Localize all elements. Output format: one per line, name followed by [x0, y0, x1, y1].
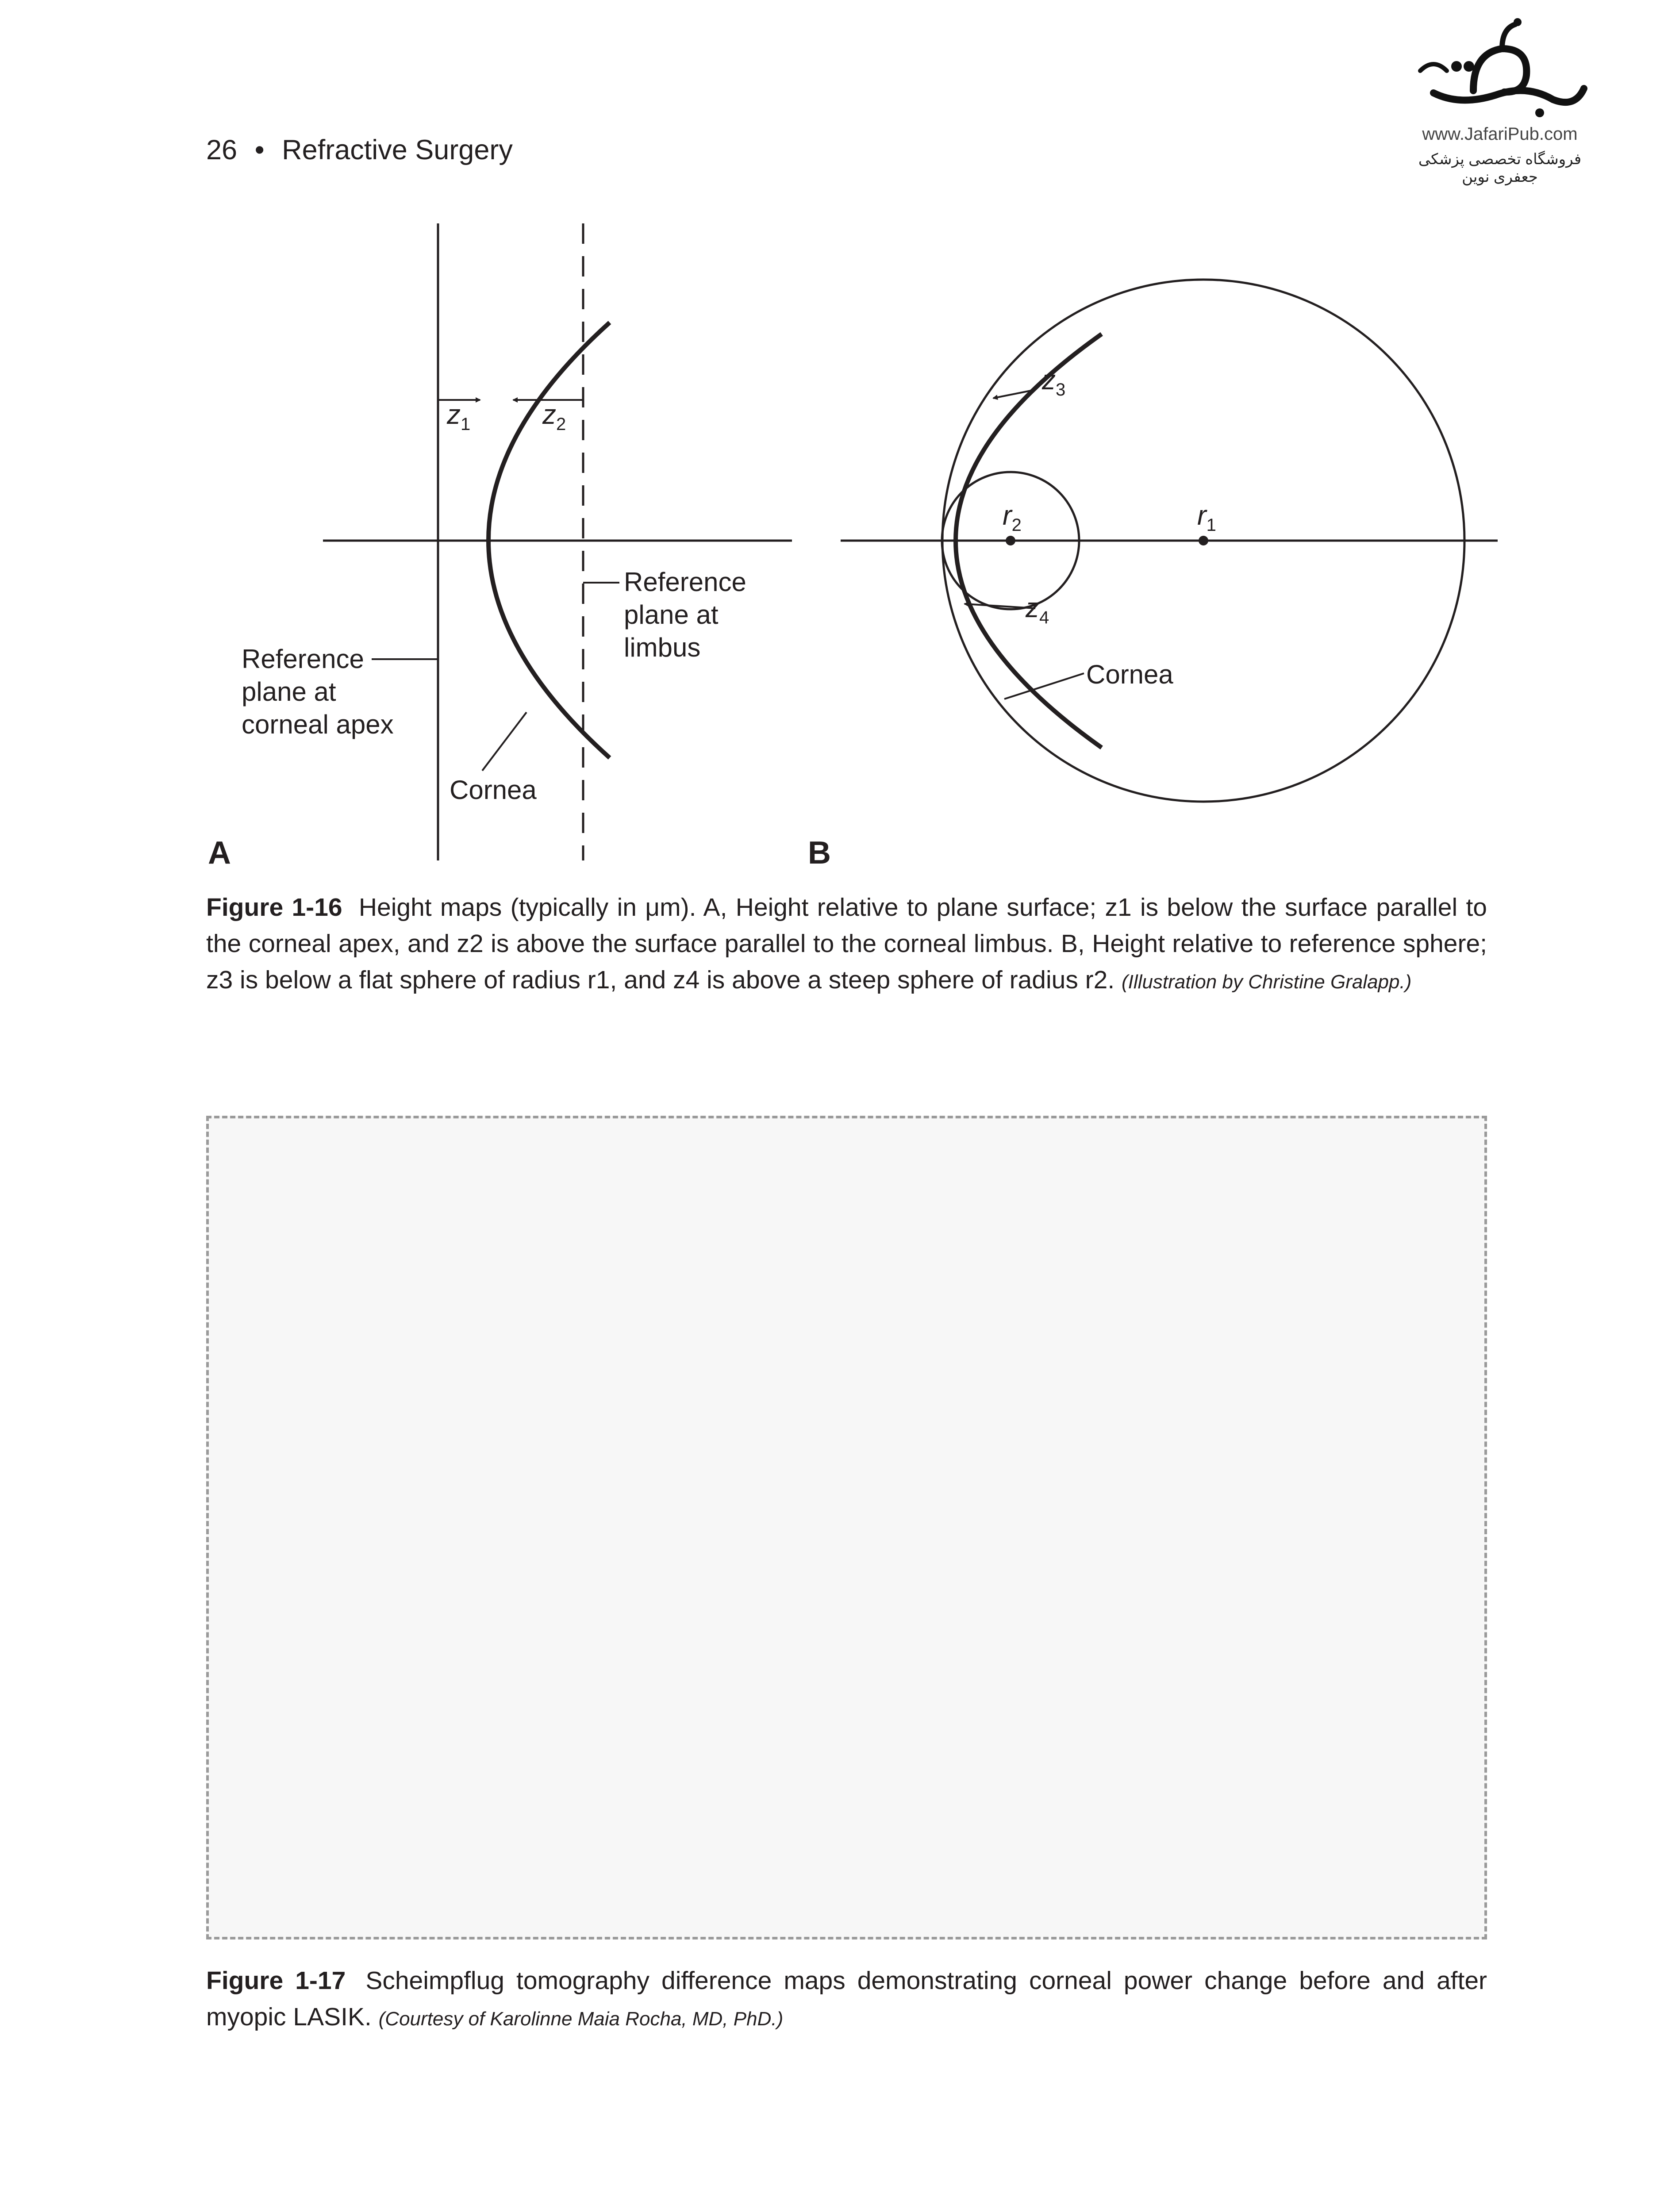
logo-tagline: فروشگاه تخصصی پزشکی جعفری نوین — [1418, 151, 1582, 185]
r1-label: $r_1$ — [1197, 500, 1216, 535]
z2-label: $z_2$ — [542, 399, 566, 434]
r2-label: $r_2$ — [1003, 500, 1022, 535]
apex-plane-label: Reference plane at corneal apex — [242, 644, 394, 739]
figure-1-17-caption — [206, 1962, 1487, 2037]
page-number: 26 — [206, 134, 238, 165]
limbus-plane-label: Reference plane at limbus — [624, 567, 746, 662]
cornea-leader-a — [482, 712, 526, 771]
figure-1-17-label: Figure 1-17 — [206, 1966, 346, 1995]
figure-1-16-diagram — [0, 0, 1664, 885]
panel-a — [208, 223, 792, 871]
figure-1-17-credit: (Courtesy of Karolinne Maia Rocha, MD, PhD.) — [378, 2008, 784, 2030]
z1-label: $z_1$ — [447, 399, 471, 434]
r1-center — [1199, 536, 1208, 545]
panel-b — [808, 280, 1498, 871]
header-bullet: • — [254, 134, 265, 165]
cornea-label-b: Cornea — [1086, 660, 1173, 689]
r2-center — [1006, 536, 1015, 545]
figure-1-16-text: Height maps (typically in μm). A, Height relative to plane surface; z1 is below the surface parallel to the corneal apex, and z2 is above the surface parallel to the corneal limbus. B, Height relative to reference sphere; z3 is below a flat sphere of radius r1, and z4 is above a steep sphere of radius r2. — [206, 893, 1487, 994]
figure-1-16-credit: (Illustration by Christine Gralapp.) — [1122, 971, 1412, 993]
z4-label: $z_4$ — [1026, 593, 1049, 627]
cornea-label-a: Cornea — [450, 775, 537, 805]
figure-1-16-label: Figure 1-16 — [206, 893, 342, 922]
panel-a-letter: A — [208, 835, 231, 871]
panel-b-letter: B — [808, 835, 831, 871]
z3-label: $z_3$ — [1042, 365, 1066, 399]
figure-1-17-text: Scheimpflug tomography difference maps demonstrating corneal power change before and after myopic LASIK. — [206, 1966, 1487, 2031]
running-title: Refractive Surgery — [282, 134, 513, 165]
figure-1-17-placeholder — [206, 1116, 1487, 1939]
figure-1-16-caption — [206, 889, 1487, 1000]
logo-site: www.JafariPub.com — [1422, 124, 1578, 144]
